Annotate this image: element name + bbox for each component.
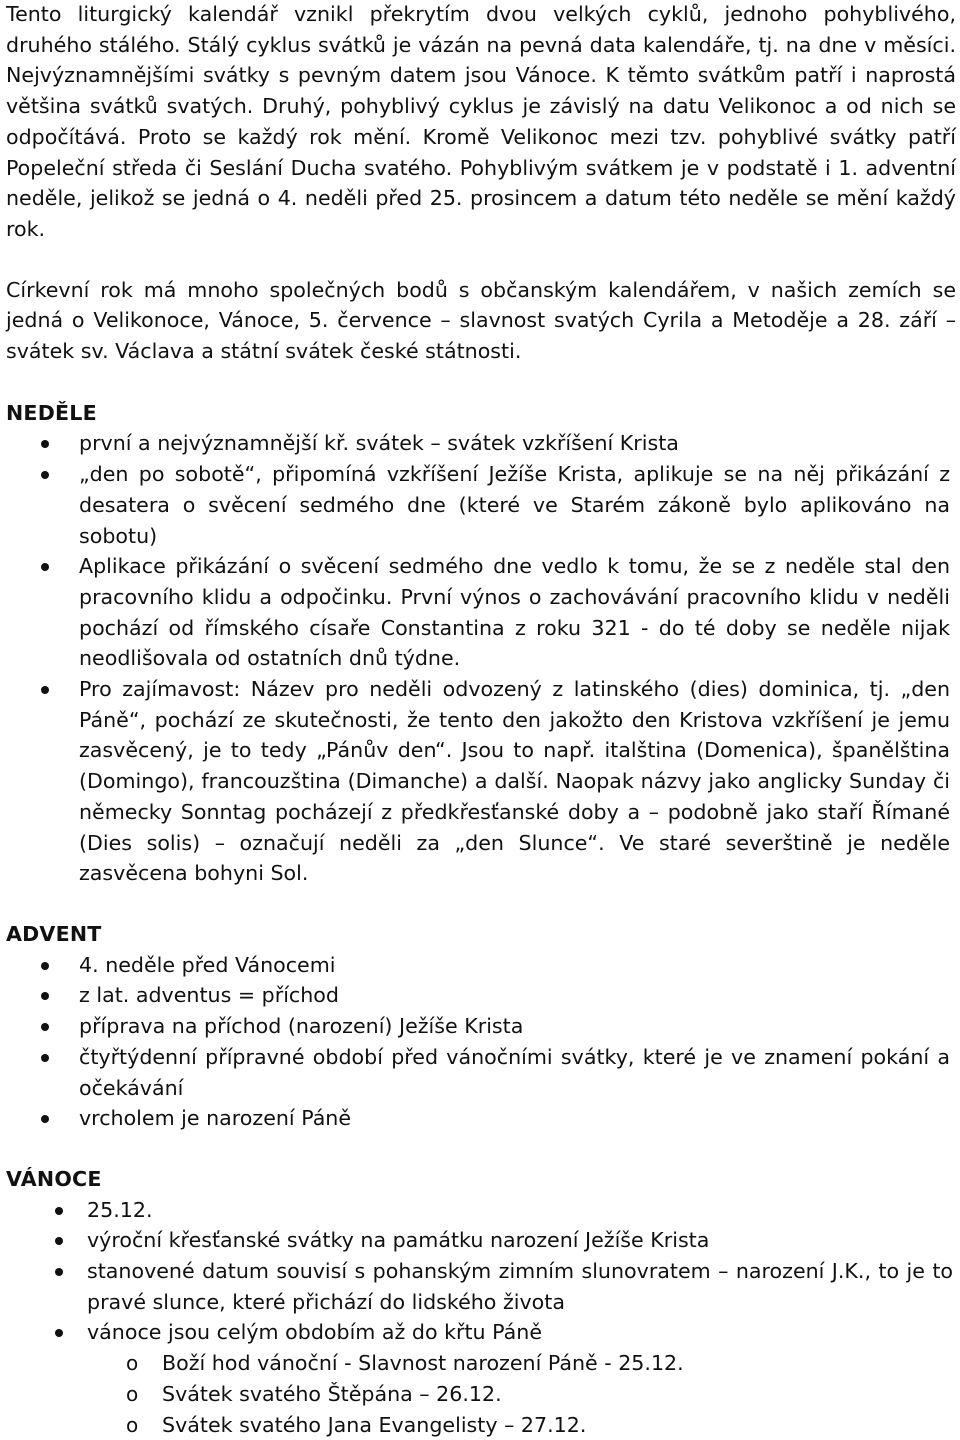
- list-item: [6, 1256, 953, 1317]
- intro-paragraph-2: Církevní rok má mnoho společných bodů s občanským kalendářem, v našich zemích se jedná o Velikonoce, Vánoce, 5. července – slavnost svatých Cyrila a Metoděje a 28. září – svátek sv. Václava a státní svátek české státnosti.: [6, 277, 956, 364]
- list-item: [6, 1011, 950, 1042]
- list-item-text: „den po sobotě“, připomíná vzkříšení Ježíše Krista, aplikuje se na něj přikázání z desatera o svěcení sedmého dne (které ve Starém zákoně bylo aplikováno na sobotu): [79, 462, 950, 548]
- section-heading-advent: ADVENT: [6, 921, 102, 946]
- list-item: [6, 428, 950, 459]
- section-heading-vanoce: VÁNOCE: [6, 1166, 102, 1191]
- list-item-text: první a nejvýznamnější kř. svátek – svátek vzkříšení Krista: [79, 431, 679, 456]
- list-item-text: 25.12.: [87, 1197, 153, 1222]
- sublist-item-text: Svátek svatého Štěpána – 26.12.: [162, 1381, 502, 1406]
- list-item: [6, 551, 950, 674]
- list-item: [6, 950, 950, 981]
- circle-bullet-icon: o: [126, 1351, 139, 1376]
- list-item: [6, 1195, 953, 1226]
- sublist-item: [6, 1379, 960, 1410]
- vanoce-sublist: [6, 1348, 960, 1440]
- advent-list: [6, 950, 960, 1134]
- intro-paragraph-1: Tento liturgický kalendář vznikl překrytím dvou velkých cyklů, jednoho pohyblivého, druhého stálého. Stálý cyklus svátků je vázán na pevná data kalendáře, tj. na dne v měsíci. Nejvýznamnějšími svátky s pevným datem jsou Vánoce. K těmto svátkům patří i naprostá většina svátků svatých. Druhý, pohyblivý cyklus je závislý na datu Velikonoc a od nich se odpočítává. Proto se každý rok mění. Kromě Velikonoc mezi tzv. pohyblivé svátky patří Popeleční středa či Seslání Ducha svatého. Pohyblivým svátkem je v podstatě i 1. adventní neděle, jelikož se jedná o 4. neděli před 25. prosincem a datum této neděle se mění každý rok.: [6, 2, 956, 241]
- vanoce-list: [6, 1195, 960, 1349]
- list-item: [6, 459, 950, 551]
- list-item-text: výroční křesťanské svátky na památku narození Ježíše Krista: [87, 1228, 710, 1253]
- sublist-item-text: Svátek svatého Jana Evangelisty – 27.12.: [162, 1412, 587, 1437]
- list-item-text: Pro zajímavost: Název pro neděli odvozený z latinského (dies) dominica, tj. „den Páně“, pochází ze skutečnosti, že tento den jakožto den Kristova vzkříšení je jemu zasvěcený, je to tedy „Pánův den“. Jsou to např. italština (Domenica), španělština (Domingo), francouzština (Dimanche) a další. Naopak názvy jako anglicky Sunday či německy Sonntag pocházejí z předkřesťanské doby a – podobně jako staří Římané (Dies solis) – označují neděli za „den Slunce“. Ve staré severštině je neděle zasvěcena bohyni Sol.: [79, 677, 950, 886]
- sublist-item: [6, 1348, 960, 1379]
- list-item-text: vrcholem je narození Páně: [79, 1106, 352, 1131]
- sublist-item-text: Boží hod vánoční - Slavnost narození Páně - 25.12.: [162, 1351, 684, 1376]
- list-item-text: 4. neděle před Vánocemi: [79, 952, 336, 977]
- circle-bullet-icon: o: [126, 1381, 139, 1406]
- list-item-text: příprava na příchod (narození) Ježíše Krista: [79, 1014, 524, 1039]
- list-item-text: z lat. adventus = příchod: [79, 983, 339, 1008]
- list-item-text: Aplikace přikázání o svěcení sedmého dne vedlo k tomu, že se z neděle stal den pracovního klidu a odpočinku. První výnos o zachovávání pracovního klidu v neděli pochází od římského císaře Constantina z roku 321 - do té doby se neděle nijak neodlišovala od ostatních dnů týdne.: [79, 554, 950, 671]
- list-item: [6, 1317, 953, 1348]
- list-item: [6, 674, 950, 889]
- nedele-list: [6, 428, 960, 889]
- section-heading-nedele: NEDĚLE: [6, 400, 97, 425]
- list-item-text: stanovené datum souvisí s pohanským zimním slunovratem – narození J.K., to je to pravé slunce, které přichází do lidského života: [87, 1259, 953, 1314]
- circle-bullet-icon: o: [126, 1412, 139, 1437]
- list-item: [6, 980, 950, 1011]
- list-item-text: čtyřtýdenní přípravné období před vánočními svátky, které je ve znamení pokání a očekávání: [79, 1044, 950, 1100]
- list-item-text: vánoce jsou celým obdobím až do křtu Páně: [87, 1320, 542, 1345]
- sublist-item: [6, 1410, 960, 1440]
- list-item: [6, 1103, 950, 1134]
- list-item: [6, 1225, 953, 1256]
- list-item: [6, 1042, 950, 1103]
